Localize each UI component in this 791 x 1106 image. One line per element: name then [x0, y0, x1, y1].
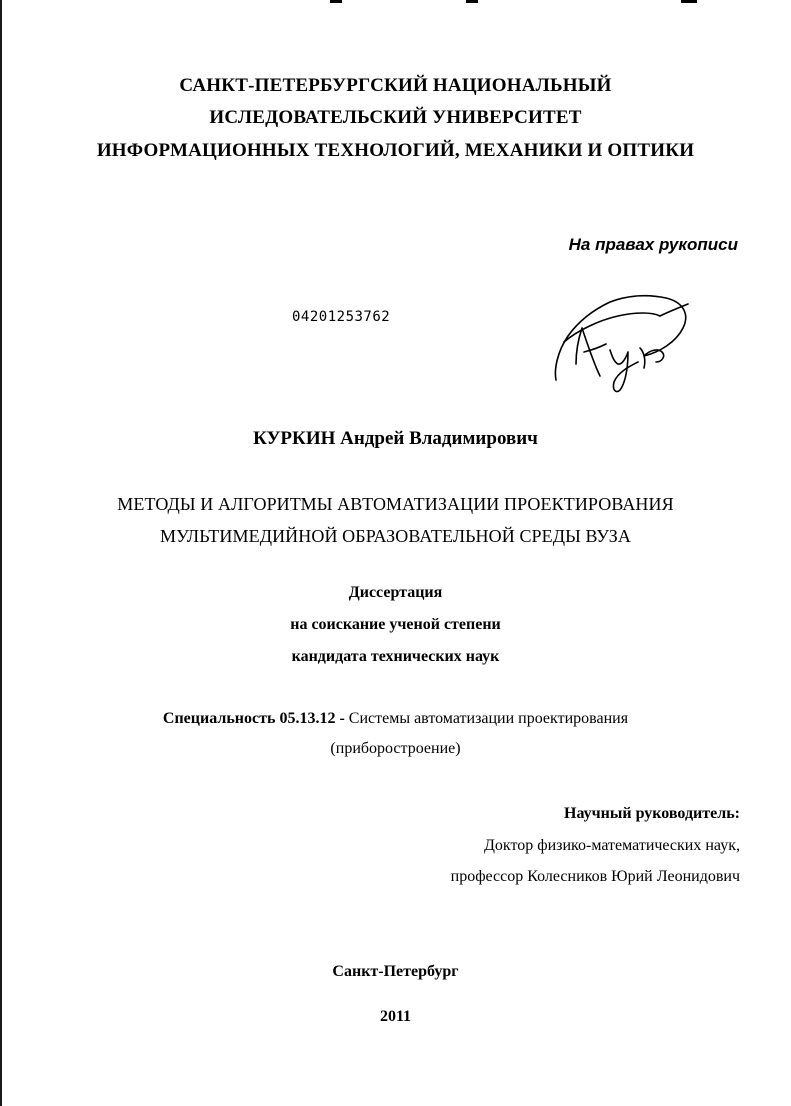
author-name [0, 428, 791, 450]
year: 2011 [379, 1008, 412, 1025]
signature-image [548, 290, 698, 395]
thesis-title-line-2: МУЛЬТИМЕДИЙНОЙ ОБРАЗОВАТЕЛЬНОЙ СРЕДЫ ВУЗА [159, 526, 632, 546]
specialty-line [0, 710, 791, 728]
specialty-label: Специальность 05.13.12 - [162, 710, 345, 727]
dissertation-line-1: Диссертация [348, 584, 443, 601]
scan-edge [0, 0, 2, 1106]
scan-mark [466, 0, 478, 3]
scan-mark [681, 0, 697, 3]
thesis-title-line-1: МЕТОДЫ И АЛГОРИТМЫ АВТОМАТИЗАЦИИ ПРОЕКТИРОВАНИЯ [117, 494, 674, 514]
supervisor-label: Научный руководитель: [564, 805, 740, 822]
city: Санкт-Петербург [332, 963, 459, 980]
dissertation-line-3: кандидата технических наук [291, 648, 500, 665]
supervisor-name: профессор Колесников Юрий Леонидович [450, 868, 740, 885]
manuscript-rights: На правах рукописи [568, 235, 738, 254]
author-surname: КУРКИН [253, 428, 336, 449]
specialty-name-continuation: (приборостроение) [330, 740, 461, 757]
dissertation-line-2: на соискание ученой степени [290, 616, 501, 633]
specialty-name: Системы автоматизации проектирования [348, 710, 629, 727]
university-line-3: ИНФОРМАЦИОННЫХ ТЕХНОЛОГИЙ, МЕХАНИКИ И ОПТИКИ [96, 140, 695, 161]
university-line-1: САНКТ-ПЕТЕРБУРГСКИЙ НАЦИОНАЛЬНЫЙ [179, 75, 612, 96]
catalog-number: 04201253762 [292, 309, 391, 325]
scan-mark [330, 0, 342, 3]
university-line-2: ИСЛЕДОВАТЕЛЬСКИЙ УНИВЕРСИТЕТ [209, 107, 582, 128]
author-given-names: Андрей Владимирович [340, 428, 538, 449]
supervisor-degree: Доктор физико-математических наук, [483, 837, 740, 854]
